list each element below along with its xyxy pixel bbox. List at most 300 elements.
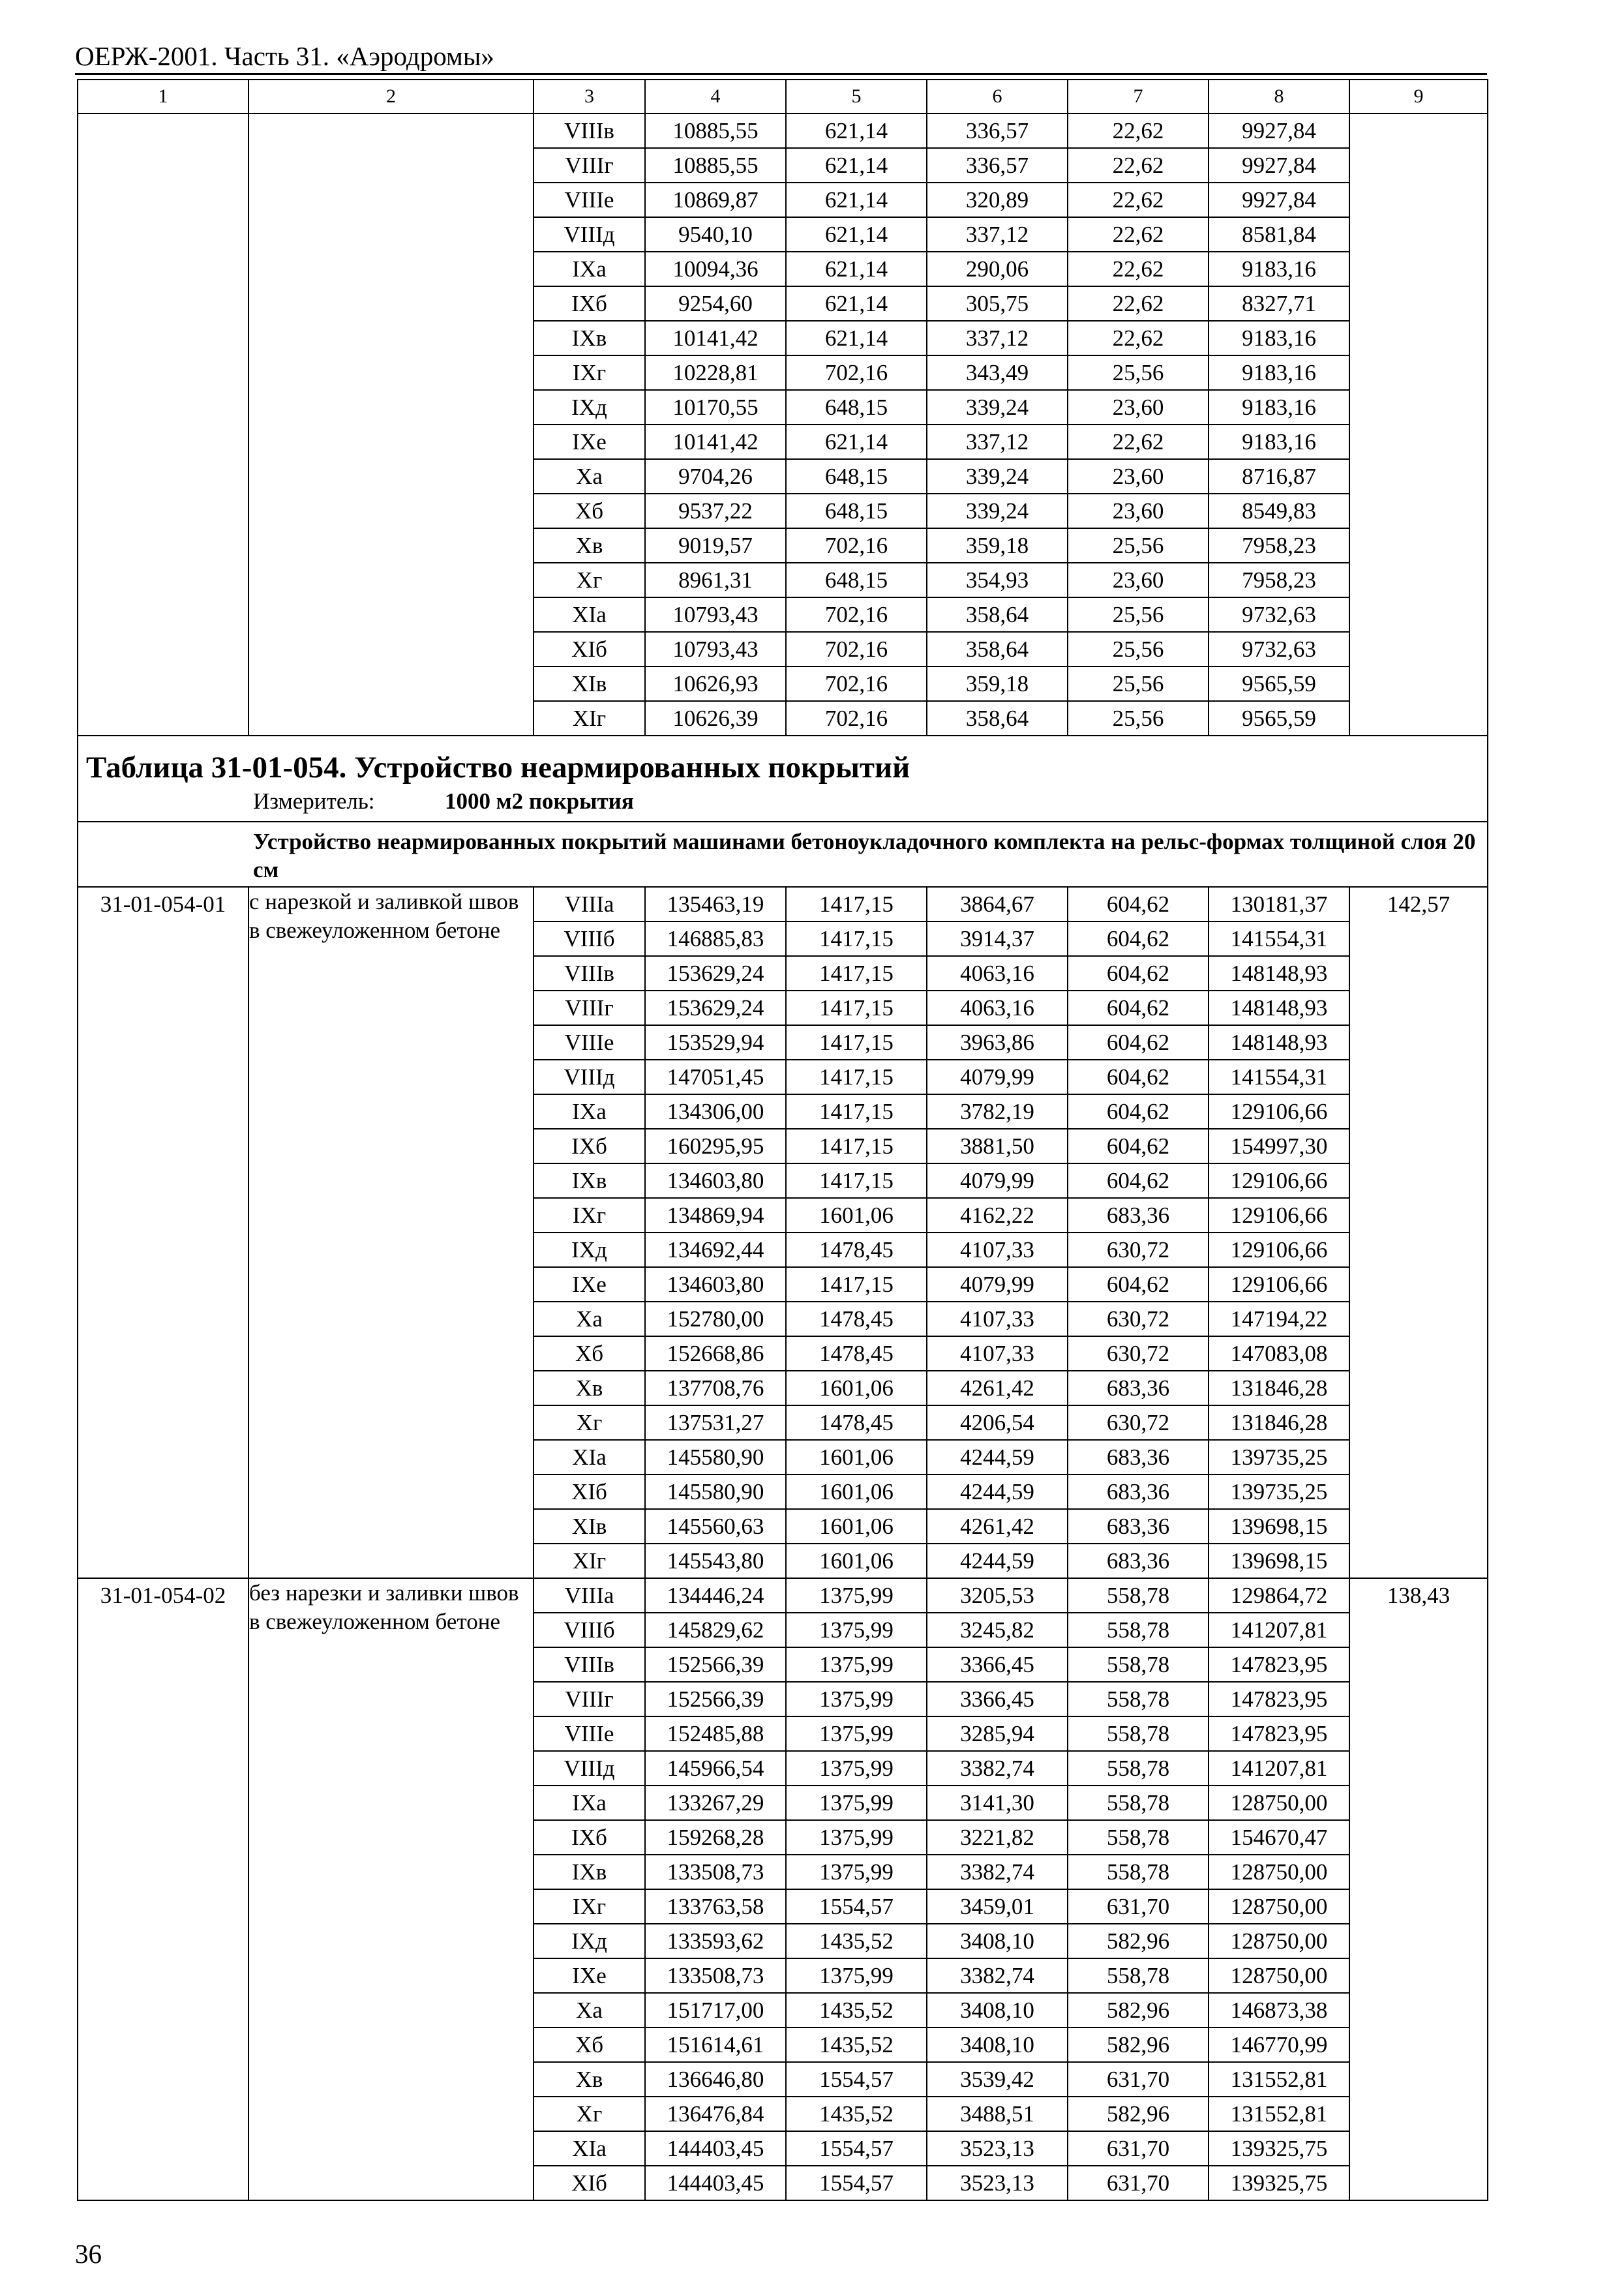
value-cell: 683,36 xyxy=(1068,1440,1209,1474)
value-cell: 4063,16 xyxy=(927,991,1068,1025)
value-cell: 337,12 xyxy=(927,217,1068,252)
value-cell: 129106,66 xyxy=(1209,1163,1349,1198)
value-cell: 702,16 xyxy=(786,632,927,666)
value-cell: 25,56 xyxy=(1068,701,1209,736)
value-cell: 1417,15 xyxy=(786,956,927,991)
value-cell: 146770,99 xyxy=(1209,2027,1349,2062)
value-cell: 3408,10 xyxy=(927,1924,1068,1958)
zone-cell: VIIIа xyxy=(534,1578,645,1613)
column-number-row xyxy=(78,80,1488,113)
value-cell: 139325,75 xyxy=(1209,2166,1349,2200)
value-cell: 141207,81 xyxy=(1209,1751,1349,1786)
zone-cell: XIа xyxy=(534,1440,645,1474)
value-cell: 22,62 xyxy=(1068,217,1209,252)
value-cell: 1554,57 xyxy=(786,2131,927,2166)
value-cell: 8961,31 xyxy=(645,563,786,597)
column-number: 9 xyxy=(1349,80,1488,113)
value-cell: 145966,54 xyxy=(645,1751,786,1786)
column-number: 6 xyxy=(927,80,1068,113)
value-cell: 1417,15 xyxy=(786,1094,927,1129)
zone-cell: VIIIг xyxy=(534,1682,645,1716)
code-cell xyxy=(78,113,248,736)
value-cell: 648,15 xyxy=(786,390,927,425)
value-cell: 320,89 xyxy=(927,183,1068,217)
value-cell: 3864,67 xyxy=(927,887,1068,921)
zone-cell: IXв xyxy=(534,1855,645,1889)
zone-cell: IXв xyxy=(534,1163,645,1198)
value-cell: 137531,27 xyxy=(645,1405,786,1440)
zone-cell: IXг xyxy=(534,1198,645,1233)
value-cell: 3408,10 xyxy=(927,2027,1068,2062)
value-cell: 621,14 xyxy=(786,113,927,148)
value-cell: 558,78 xyxy=(1068,1786,1209,1820)
column-number: 5 xyxy=(786,80,927,113)
value-cell: 4107,33 xyxy=(927,1233,1068,1267)
zone-cell: VIIIе xyxy=(534,183,645,217)
value-cell: 1601,06 xyxy=(786,1198,927,1233)
value-cell: 359,18 xyxy=(927,528,1068,563)
value-cell: 10885,55 xyxy=(645,113,786,148)
zone-cell: Xг xyxy=(534,1405,645,1440)
norms-table xyxy=(77,79,1488,2201)
column-number: 2 xyxy=(248,80,534,113)
value-cell: 339,24 xyxy=(927,494,1068,528)
value-cell: 604,62 xyxy=(1068,887,1209,921)
value-cell: 3914,37 xyxy=(927,921,1068,956)
value-cell: 631,70 xyxy=(1068,2062,1209,2097)
value-cell: 9565,59 xyxy=(1209,701,1349,736)
value-cell: 631,70 xyxy=(1068,1889,1209,1924)
value-cell: 604,62 xyxy=(1068,991,1209,1025)
value-cell: 1375,99 xyxy=(786,1647,927,1682)
value-cell: 582,96 xyxy=(1068,2027,1209,2062)
zone-cell: IXв xyxy=(534,321,645,355)
value-cell: 1478,45 xyxy=(786,1336,927,1371)
zone-cell: IXд xyxy=(534,390,645,425)
value-cell: 1478,45 xyxy=(786,1405,927,1440)
value-cell: 128750,00 xyxy=(1209,1924,1349,1958)
unit-line xyxy=(78,787,1487,821)
value-cell: 130181,37 xyxy=(1209,887,1349,921)
value-cell: 9565,59 xyxy=(1209,666,1349,701)
value-cell: 147823,95 xyxy=(1209,1682,1349,1716)
value-cell: 648,15 xyxy=(786,563,927,597)
value-cell: 358,64 xyxy=(927,632,1068,666)
zone-cell: XIв xyxy=(534,666,645,701)
value-cell: 631,70 xyxy=(1068,2166,1209,2200)
value-cell: 129106,66 xyxy=(1209,1267,1349,1302)
value-cell: 3382,74 xyxy=(927,1958,1068,1993)
value-cell: 131846,28 xyxy=(1209,1405,1349,1440)
section-title-row xyxy=(78,822,1488,887)
value-cell: 10170,55 xyxy=(645,390,786,425)
value-cell: 558,78 xyxy=(1068,1716,1209,1751)
value-cell: 160295,95 xyxy=(645,1129,786,1163)
value-cell: 159268,28 xyxy=(645,1820,786,1855)
value-cell: 604,62 xyxy=(1068,1267,1209,1302)
value-cell: 22,62 xyxy=(1068,425,1209,459)
value-cell: 145829,62 xyxy=(645,1613,786,1647)
value-cell: 3245,82 xyxy=(927,1613,1068,1647)
value-cell: 702,16 xyxy=(786,701,927,736)
value-cell: 145580,90 xyxy=(645,1474,786,1509)
value-cell: 4206,54 xyxy=(927,1405,1068,1440)
zone-cell: Xг xyxy=(534,2097,645,2131)
value-cell: 582,96 xyxy=(1068,1924,1209,1958)
zone-cell: Xг xyxy=(534,563,645,597)
value-cell: 1417,15 xyxy=(786,1129,927,1163)
value-cell: 144403,45 xyxy=(645,2131,786,2166)
value-cell: 702,16 xyxy=(786,528,927,563)
value-cell: 137708,76 xyxy=(645,1371,786,1405)
value-cell: 621,14 xyxy=(786,321,927,355)
value-cell: 4162,22 xyxy=(927,1198,1068,1233)
value-cell: 582,96 xyxy=(1068,2097,1209,2131)
value-cell: 10094,36 xyxy=(645,252,786,286)
value-cell: 1375,99 xyxy=(786,1855,927,1889)
value-cell: 3488,51 xyxy=(927,2097,1068,2131)
value-cell: 8327,71 xyxy=(1209,286,1349,321)
value-cell: 8549,83 xyxy=(1209,494,1349,528)
value-cell: 3523,13 xyxy=(927,2166,1068,2200)
value-cell: 3539,42 xyxy=(927,2062,1068,2097)
column-number: 4 xyxy=(645,80,786,113)
value-cell: 10793,43 xyxy=(645,597,786,632)
zone-cell: XIа xyxy=(534,597,645,632)
value-cell: 129864,72 xyxy=(1209,1578,1349,1613)
value-cell: 25,56 xyxy=(1068,528,1209,563)
value-cell: 558,78 xyxy=(1068,1647,1209,1682)
value-cell: 621,14 xyxy=(786,425,927,459)
value-cell: 604,62 xyxy=(1068,1163,1209,1198)
zone-cell: Xа xyxy=(534,459,645,494)
value-cell: 582,96 xyxy=(1068,1993,1209,2027)
item-description: с нарезкой и заливкой швов в свежеуложенном бетоне xyxy=(248,887,534,1578)
value-cell: 154997,30 xyxy=(1209,1129,1349,1163)
zone-cell: IXг xyxy=(534,1889,645,1924)
value-cell: 621,14 xyxy=(786,148,927,183)
value-cell: 9927,84 xyxy=(1209,113,1349,148)
value-cell: 683,36 xyxy=(1068,1198,1209,1233)
description-cell xyxy=(248,113,534,736)
zone-cell: Xб xyxy=(534,2027,645,2062)
value-cell: 1435,52 xyxy=(786,2097,927,2131)
value-cell: 147194,22 xyxy=(1209,1302,1349,1336)
value-cell: 9732,63 xyxy=(1209,632,1349,666)
value-cell: 135463,19 xyxy=(645,887,786,921)
zone-cell: VIIIг xyxy=(534,148,645,183)
value-cell: 129106,66 xyxy=(1209,1198,1349,1233)
running-header: ОЕРЖ-2001. Часть 31. «Аэродромы» xyxy=(75,41,494,71)
value-cell: 147823,95 xyxy=(1209,1716,1349,1751)
value-cell: 1417,15 xyxy=(786,921,927,956)
zone-cell: XIб xyxy=(534,2166,645,2200)
value-cell: 152485,88 xyxy=(645,1716,786,1751)
value-cell: 1435,52 xyxy=(786,1993,927,2027)
value-cell: 336,57 xyxy=(927,113,1068,148)
value-cell: 22,62 xyxy=(1068,113,1209,148)
value-cell: 133508,73 xyxy=(645,1958,786,1993)
value-cell: 131846,28 xyxy=(1209,1371,1349,1405)
value-cell: 3366,45 xyxy=(927,1682,1068,1716)
header-rule xyxy=(75,73,1487,75)
value-cell: 145580,90 xyxy=(645,1440,786,1474)
value-cell: 134446,24 xyxy=(645,1578,786,1613)
unit-label: Измеритель: xyxy=(253,788,375,814)
value-cell: 648,15 xyxy=(786,459,927,494)
value-cell: 1554,57 xyxy=(786,2062,927,2097)
value-cell: 153629,24 xyxy=(645,956,786,991)
value-cell: 290,06 xyxy=(927,252,1068,286)
value-cell: 147823,95 xyxy=(1209,1647,1349,1682)
value-cell: 23,60 xyxy=(1068,390,1209,425)
value-cell: 22,62 xyxy=(1068,183,1209,217)
value-cell: 144403,45 xyxy=(645,2166,786,2200)
value-cell: 1417,15 xyxy=(786,1060,927,1094)
value-cell: 128750,00 xyxy=(1209,1889,1349,1924)
zone-cell: VIIIд xyxy=(534,217,645,252)
value-cell: 604,62 xyxy=(1068,1025,1209,1060)
value-cell: 630,72 xyxy=(1068,1302,1209,1336)
value-cell: 145560,63 xyxy=(645,1509,786,1544)
value-cell: 10626,93 xyxy=(645,666,786,701)
value-cell: 134603,80 xyxy=(645,1163,786,1198)
value-cell: 3881,50 xyxy=(927,1129,1068,1163)
value-cell: 558,78 xyxy=(1068,1613,1209,1647)
value-cell: 9183,16 xyxy=(1209,252,1349,286)
value-cell: 134692,44 xyxy=(645,1233,786,1267)
unit-value: 1000 м2 покрытия xyxy=(445,788,634,814)
value-cell: 22,62 xyxy=(1068,286,1209,321)
zone-cell: Xв xyxy=(534,1371,645,1405)
value-cell: 1417,15 xyxy=(786,1163,927,1198)
zone-cell: Xв xyxy=(534,528,645,563)
value-cell: 1435,52 xyxy=(786,1924,927,1958)
value-cell: 4079,99 xyxy=(927,1060,1068,1094)
column-number: 8 xyxy=(1209,80,1349,113)
value-cell: 1601,06 xyxy=(786,1371,927,1405)
zone-cell: VIIIв xyxy=(534,956,645,991)
value-cell: 136646,80 xyxy=(645,2062,786,2097)
value-cell: 131552,81 xyxy=(1209,2097,1349,2131)
value-cell: 4261,42 xyxy=(927,1509,1068,1544)
value-cell: 1417,15 xyxy=(786,991,927,1025)
value-cell: 631,70 xyxy=(1068,2131,1209,2166)
value-cell: 702,16 xyxy=(786,355,927,390)
value-cell: 1375,99 xyxy=(786,1786,927,1820)
value-cell: 337,12 xyxy=(927,321,1068,355)
value-cell: 3459,01 xyxy=(927,1889,1068,1924)
value-cell: 558,78 xyxy=(1068,1578,1209,1613)
value-cell: 305,75 xyxy=(927,286,1068,321)
value-cell: 136476,84 xyxy=(645,2097,786,2131)
value-cell: 133267,29 xyxy=(645,1786,786,1820)
value-cell: 133763,58 xyxy=(645,1889,786,1924)
value-cell: 9927,84 xyxy=(1209,148,1349,183)
section-title: Устройство неармированных покрытий машинами бетоноукладочного комплекта на рельс-формах толщиной слоя 20 см xyxy=(253,829,1476,882)
value-cell: 154670,47 xyxy=(1209,1820,1349,1855)
zone-cell: VIIIв xyxy=(534,1647,645,1682)
value-cell: 139735,25 xyxy=(1209,1440,1349,1474)
value-cell: 134603,80 xyxy=(645,1267,786,1302)
value-cell: 336,57 xyxy=(927,148,1068,183)
value-cell: 1601,06 xyxy=(786,1544,927,1578)
value-cell: 153629,24 xyxy=(645,991,786,1025)
value-cell: 604,62 xyxy=(1068,956,1209,991)
value-cell: 630,72 xyxy=(1068,1233,1209,1267)
value-cell: 702,16 xyxy=(786,666,927,701)
col9-cell xyxy=(1349,113,1488,736)
value-cell: 648,15 xyxy=(786,494,927,528)
value-cell: 702,16 xyxy=(786,597,927,632)
value-cell: 1417,15 xyxy=(786,887,927,921)
value-cell: 3782,19 xyxy=(927,1094,1068,1129)
section-title-cell xyxy=(78,822,1488,887)
value-cell: 3221,82 xyxy=(927,1820,1068,1855)
value-cell: 3382,74 xyxy=(927,1751,1068,1786)
value-cell: 604,62 xyxy=(1068,1060,1209,1094)
value-cell: 604,62 xyxy=(1068,1129,1209,1163)
value-cell: 683,36 xyxy=(1068,1509,1209,1544)
value-cell: 1417,15 xyxy=(786,1025,927,1060)
value-cell: 133593,62 xyxy=(645,1924,786,1958)
value-cell: 7958,23 xyxy=(1209,563,1349,597)
value-cell: 9183,16 xyxy=(1209,321,1349,355)
value-cell: 148148,93 xyxy=(1209,1025,1349,1060)
value-cell: 9732,63 xyxy=(1209,597,1349,632)
zone-cell: IXб xyxy=(534,286,645,321)
zone-cell: VIIIе xyxy=(534,1716,645,1751)
value-cell: 4079,99 xyxy=(927,1163,1068,1198)
value-cell: 9927,84 xyxy=(1209,183,1349,217)
value-cell: 134869,94 xyxy=(645,1198,786,1233)
value-cell: 23,60 xyxy=(1068,459,1209,494)
item-code: 31-01-054-01 xyxy=(78,887,248,1578)
value-cell: 9183,16 xyxy=(1209,425,1349,459)
value-cell: 10793,43 xyxy=(645,632,786,666)
value-cell: 3285,94 xyxy=(927,1716,1068,1751)
value-cell: 10869,87 xyxy=(645,183,786,217)
value-cell: 4063,16 xyxy=(927,956,1068,991)
value-cell: 1601,06 xyxy=(786,1474,927,1509)
item-col9-value: 138,43 xyxy=(1349,1578,1488,2200)
value-cell: 1375,99 xyxy=(786,1958,927,1993)
value-cell: 146885,83 xyxy=(645,921,786,956)
value-cell: 343,49 xyxy=(927,355,1068,390)
table-body xyxy=(78,80,1488,2200)
value-cell: 139735,25 xyxy=(1209,1474,1349,1509)
value-cell: 141554,31 xyxy=(1209,921,1349,956)
zone-cell: IXа xyxy=(534,252,645,286)
value-cell: 9704,26 xyxy=(645,459,786,494)
value-cell: 3963,86 xyxy=(927,1025,1068,1060)
table-row xyxy=(78,887,1488,921)
value-cell: 141207,81 xyxy=(1209,1613,1349,1647)
zone-cell: VIIIе xyxy=(534,1025,645,1060)
value-cell: 621,14 xyxy=(786,183,927,217)
value-cell: 23,60 xyxy=(1068,563,1209,597)
value-cell: 141554,31 xyxy=(1209,1060,1349,1094)
zone-cell: Xб xyxy=(534,1336,645,1371)
zone-cell: IXг xyxy=(534,355,645,390)
zone-cell: Xа xyxy=(534,1302,645,1336)
value-cell: 23,60 xyxy=(1068,494,1209,528)
value-cell: 4244,59 xyxy=(927,1474,1068,1509)
value-cell: 1601,06 xyxy=(786,1440,927,1474)
value-cell: 4244,59 xyxy=(927,1440,1068,1474)
page-number: 36 xyxy=(75,2239,102,2269)
value-cell: 1478,45 xyxy=(786,1233,927,1267)
value-cell: 147051,45 xyxy=(645,1060,786,1094)
value-cell: 22,62 xyxy=(1068,321,1209,355)
value-cell: 10228,81 xyxy=(645,355,786,390)
value-cell: 3382,74 xyxy=(927,1855,1068,1889)
value-cell: 1478,45 xyxy=(786,1302,927,1336)
zone-cell: VIIIг xyxy=(534,991,645,1025)
value-cell: 147083,08 xyxy=(1209,1336,1349,1371)
item-code: 31-01-054-02 xyxy=(78,1578,248,2200)
value-cell: 558,78 xyxy=(1068,1855,1209,1889)
value-cell: 339,24 xyxy=(927,390,1068,425)
value-cell: 152780,00 xyxy=(645,1302,786,1336)
value-cell: 148148,93 xyxy=(1209,956,1349,991)
zone-cell: XIг xyxy=(534,701,645,736)
value-cell: 358,64 xyxy=(927,597,1068,632)
zone-cell: XIв xyxy=(534,1509,645,1544)
value-cell: 10885,55 xyxy=(645,148,786,183)
column-number: 7 xyxy=(1068,80,1209,113)
value-cell: 22,62 xyxy=(1068,252,1209,286)
item-description: без нарезки и заливки швов в свежеуложенном бетоне xyxy=(248,1578,534,2200)
value-cell: 128750,00 xyxy=(1209,1855,1349,1889)
value-cell: 8581,84 xyxy=(1209,217,1349,252)
value-cell: 10626,39 xyxy=(645,701,786,736)
value-cell: 358,64 xyxy=(927,701,1068,736)
zone-cell: Xа xyxy=(534,1993,645,2027)
value-cell: 3141,30 xyxy=(927,1786,1068,1820)
value-cell: 354,93 xyxy=(927,563,1068,597)
value-cell: 621,14 xyxy=(786,252,927,286)
zone-cell: VIIIд xyxy=(534,1751,645,1786)
zone-cell: VIIIа xyxy=(534,887,645,921)
value-cell: 621,14 xyxy=(786,217,927,252)
value-cell: 153529,94 xyxy=(645,1025,786,1060)
value-cell: 151614,61 xyxy=(645,2027,786,2062)
value-cell: 4079,99 xyxy=(927,1267,1068,1302)
table-title-block xyxy=(78,736,1488,822)
zone-cell: IXа xyxy=(534,1786,645,1820)
value-cell: 128750,00 xyxy=(1209,1958,1349,1993)
value-cell: 630,72 xyxy=(1068,1336,1209,1371)
value-cell: 128750,00 xyxy=(1209,1786,1349,1820)
value-cell: 359,18 xyxy=(927,666,1068,701)
value-cell: 9537,22 xyxy=(645,494,786,528)
value-cell: 1375,99 xyxy=(786,1820,927,1855)
value-cell: 1554,57 xyxy=(786,2166,927,2200)
zone-cell: XIа xyxy=(534,2131,645,2166)
value-cell: 1601,06 xyxy=(786,1509,927,1544)
zone-cell: IXе xyxy=(534,1267,645,1302)
value-cell: 1375,99 xyxy=(786,1716,927,1751)
column-number: 1 xyxy=(78,80,248,113)
value-cell: 7958,23 xyxy=(1209,528,1349,563)
value-cell: 4244,59 xyxy=(927,1544,1068,1578)
zone-cell: IXе xyxy=(534,1958,645,1993)
zone-cell: IXб xyxy=(534,1820,645,1855)
table-row xyxy=(78,113,1488,148)
value-cell: 145543,80 xyxy=(645,1544,786,1578)
value-cell: 146873,38 xyxy=(1209,1993,1349,2027)
